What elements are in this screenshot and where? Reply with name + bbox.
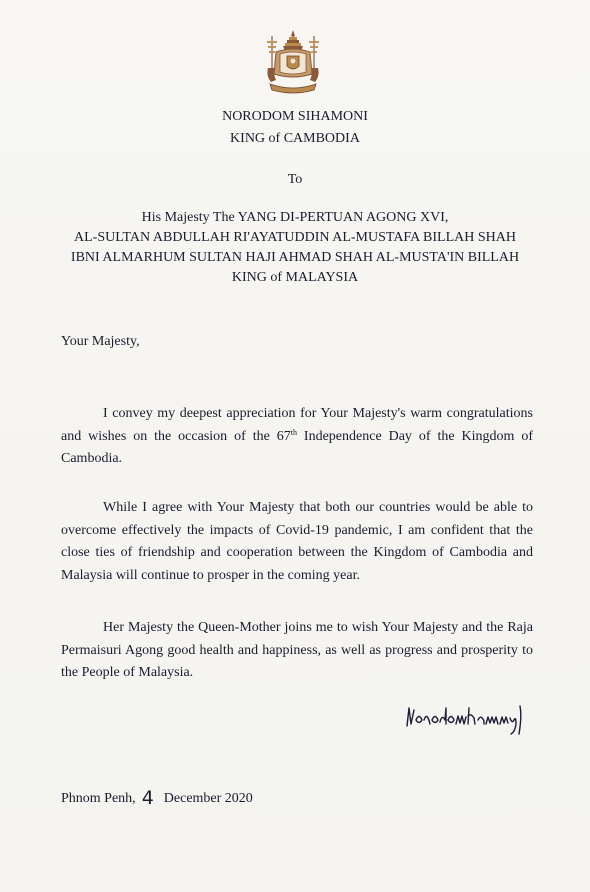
recipient-line: AL-SULTAN ABDULLAH RI'AYATUDDIN AL-MUSTAFA BILLAH SHAH	[74, 230, 516, 245]
signature-icon	[404, 700, 530, 736]
paragraph-text: Independence Day of the Kingdom of Cambodia.	[61, 428, 533, 466]
sender-title: KING of CAMBODIA	[230, 131, 360, 146]
closing-month-year: December 2020	[163, 791, 253, 806]
recipient-line: His Majesty The YANG DI-PERTUAN AGONG XVI,	[141, 210, 449, 225]
closing-place: Phnom Penh,	[61, 791, 136, 806]
royal-crest-icon	[262, 28, 324, 98]
recipient-line: IBNI ALMARHUM SULTAN HAJI AHMAD SHAH AL-MUSTA'IN BILLAH	[70, 250, 520, 265]
to-label: To	[287, 172, 303, 187]
date-line	[61, 787, 253, 809]
recipient-line: KING of MALAYSIA	[231, 270, 359, 285]
sender-name: NORODOM SIHAMONI	[222, 109, 368, 124]
body-paragraph-3: Her Majesty the Queen-Mother joins me to wish Your Majesty and the Raja Permaisuri Agong good health and happiness, as well as progress and prosperity to the People of Malaysia.	[61, 620, 533, 680]
body-paragraph-1	[61, 403, 533, 471]
body-paragraph-2: While I agree with Your Majesty that both our countries would be able to overcome effectively the impacts of Covid-19 pandemic, I am confident that the close ties of friendship and cooperation between the Kingdom of Cambodia and Malaysia will continue to prosper in the coming year.	[61, 500, 533, 583]
salutation: Your Majesty,	[61, 334, 140, 349]
recipient-block	[0, 208, 590, 288]
sender-block	[0, 106, 590, 150]
paragraph-text: I convey my deepest appreciation for Your Majesty's warm congratulations and wishes on the occasion of the 67	[61, 406, 533, 444]
closing-day: 4	[141, 787, 154, 809]
ordinal-suffix: th	[290, 427, 297, 437]
